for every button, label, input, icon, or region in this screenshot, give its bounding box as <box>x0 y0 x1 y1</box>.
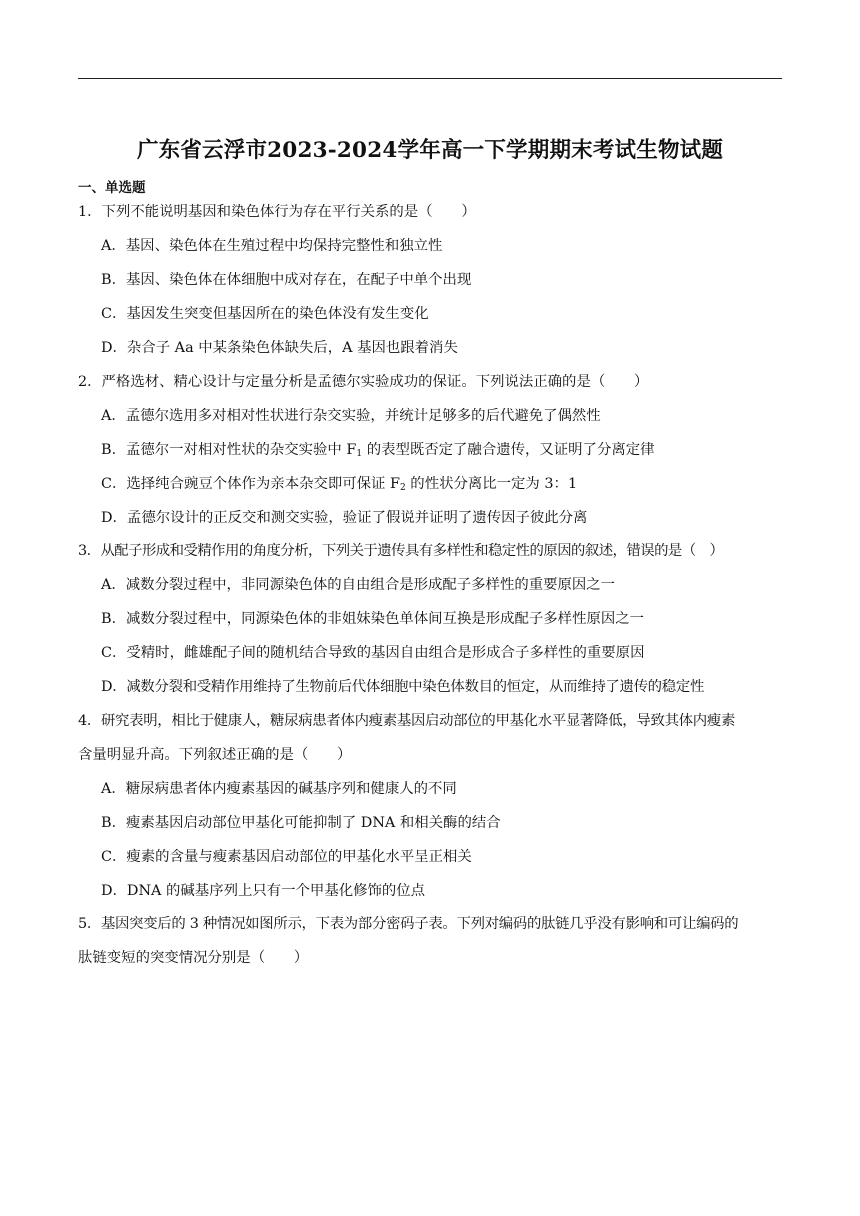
question-2-option-c-text-end: 的性状分离比一定为 3：1 <box>405 476 578 492</box>
question-3-option-d: D．减数分裂和受精作用维持了生物前后代体细胞中染色体数目的恒定，从而维持了遗传的稳定性 <box>101 679 705 695</box>
question-3-option-b: B．减数分裂过程中，同源染色体的非姐妹染色单体间互换是形成配子多样性原因之一 <box>101 611 645 627</box>
question-2-option-a: A．孟德尔选用多对相对性状进行杂交实验，并统计足够多的后代避免了偶然性 <box>101 408 601 424</box>
question-4-option-b: B．瘦素基因启动部位甲基化可能抑制了 DNA 和相关酶的结合 <box>101 815 501 831</box>
question-5-stem-line-2: 肽链变短的突变情况分别是（ ） <box>78 950 309 966</box>
section-heading: 一、单选题 <box>78 180 146 196</box>
question-4-stem-line-2: 含量明显升高。下列叙述正确的是（ ） <box>78 747 352 763</box>
question-5-stem-line-1: 5．基因突变后的 3 种情况如图所示，下表为部分密码子表。下列对编码的肽链几乎没有影响和可让编码的 <box>78 916 739 932</box>
question-3-option-c: C．受精时，雌雄配子间的随机结合导致的基因自由组合是形成合子多样性的重要原因 <box>101 645 645 661</box>
question-2-stem: 2．严格选材、精心设计与定量分析是孟德尔实验成功的保证。下列说法正确的是（ ） <box>78 374 649 390</box>
question-1-option-b: B．基因、染色体在体细胞中成对存在，在配子中单个出现 <box>101 272 472 288</box>
question-4-option-a: A．糖尿病患者体内瘦素基因的碱基序列和健康人的不同 <box>101 781 457 797</box>
question-1-option-c: C．基因发生突变但基因所在的染色体没有发生变化 <box>101 306 429 322</box>
question-4-option-c: C．瘦素的含量与瘦素基因启动部位的甲基化水平呈正相关 <box>101 849 472 865</box>
question-1-option-d: D．杂合子 Aa 中某条染色体缺失后，A 基因也跟着消失 <box>101 340 458 356</box>
question-4-stem-line-1: 4．研究表明，相比于健康人，糖尿病患者体内瘦素基因启动部位的甲基化水平显著降低，导致其体内瘦素 <box>78 713 736 729</box>
question-3-stem: 3．从配子形成和受精作用的角度分析，下列关于遗传具有多样性和稳定性的原因的叙述，错误的是（ ） <box>78 543 724 559</box>
subscript-2: 2 <box>400 483 406 493</box>
question-2-option-b-text: B．孟德尔一对相对性状的杂交实验中 F <box>101 442 357 458</box>
header-rule <box>78 78 782 79</box>
question-1-option-a: A．基因、染色体在生殖过程中均保持完整性和独立性 <box>101 238 443 254</box>
question-2-option-c-text: C．选择纯合豌豆个体作为亲本杂交即可保证 F <box>101 476 400 492</box>
question-2-option-d: D．孟德尔设计的正反交和测交实验，验证了假说并证明了遗传因子彼此分离 <box>101 510 588 526</box>
exam-title: 广东省云浮市2023-2024学年高一下学期期末考试生物试题 <box>136 138 724 163</box>
question-4-option-d: D．DNA 的碱基序列上只有一个甲基化修饰的位点 <box>101 883 426 899</box>
question-3-option-a: A．减数分裂过程中，非同源染色体的自由组合是形成配子多样性的重要原因之一 <box>101 577 616 593</box>
subscript-1: 1 <box>356 449 363 459</box>
question-2-option-b <box>101 440 655 460</box>
question-2-option-c <box>101 474 577 494</box>
question-1-stem: 1．下列不能说明基因和染色体行为存在平行关系的是（ ） <box>78 204 476 220</box>
question-2-option-b-text-end: 的表型既否定了融合遗传，又证明了分离定律 <box>362 442 655 458</box>
